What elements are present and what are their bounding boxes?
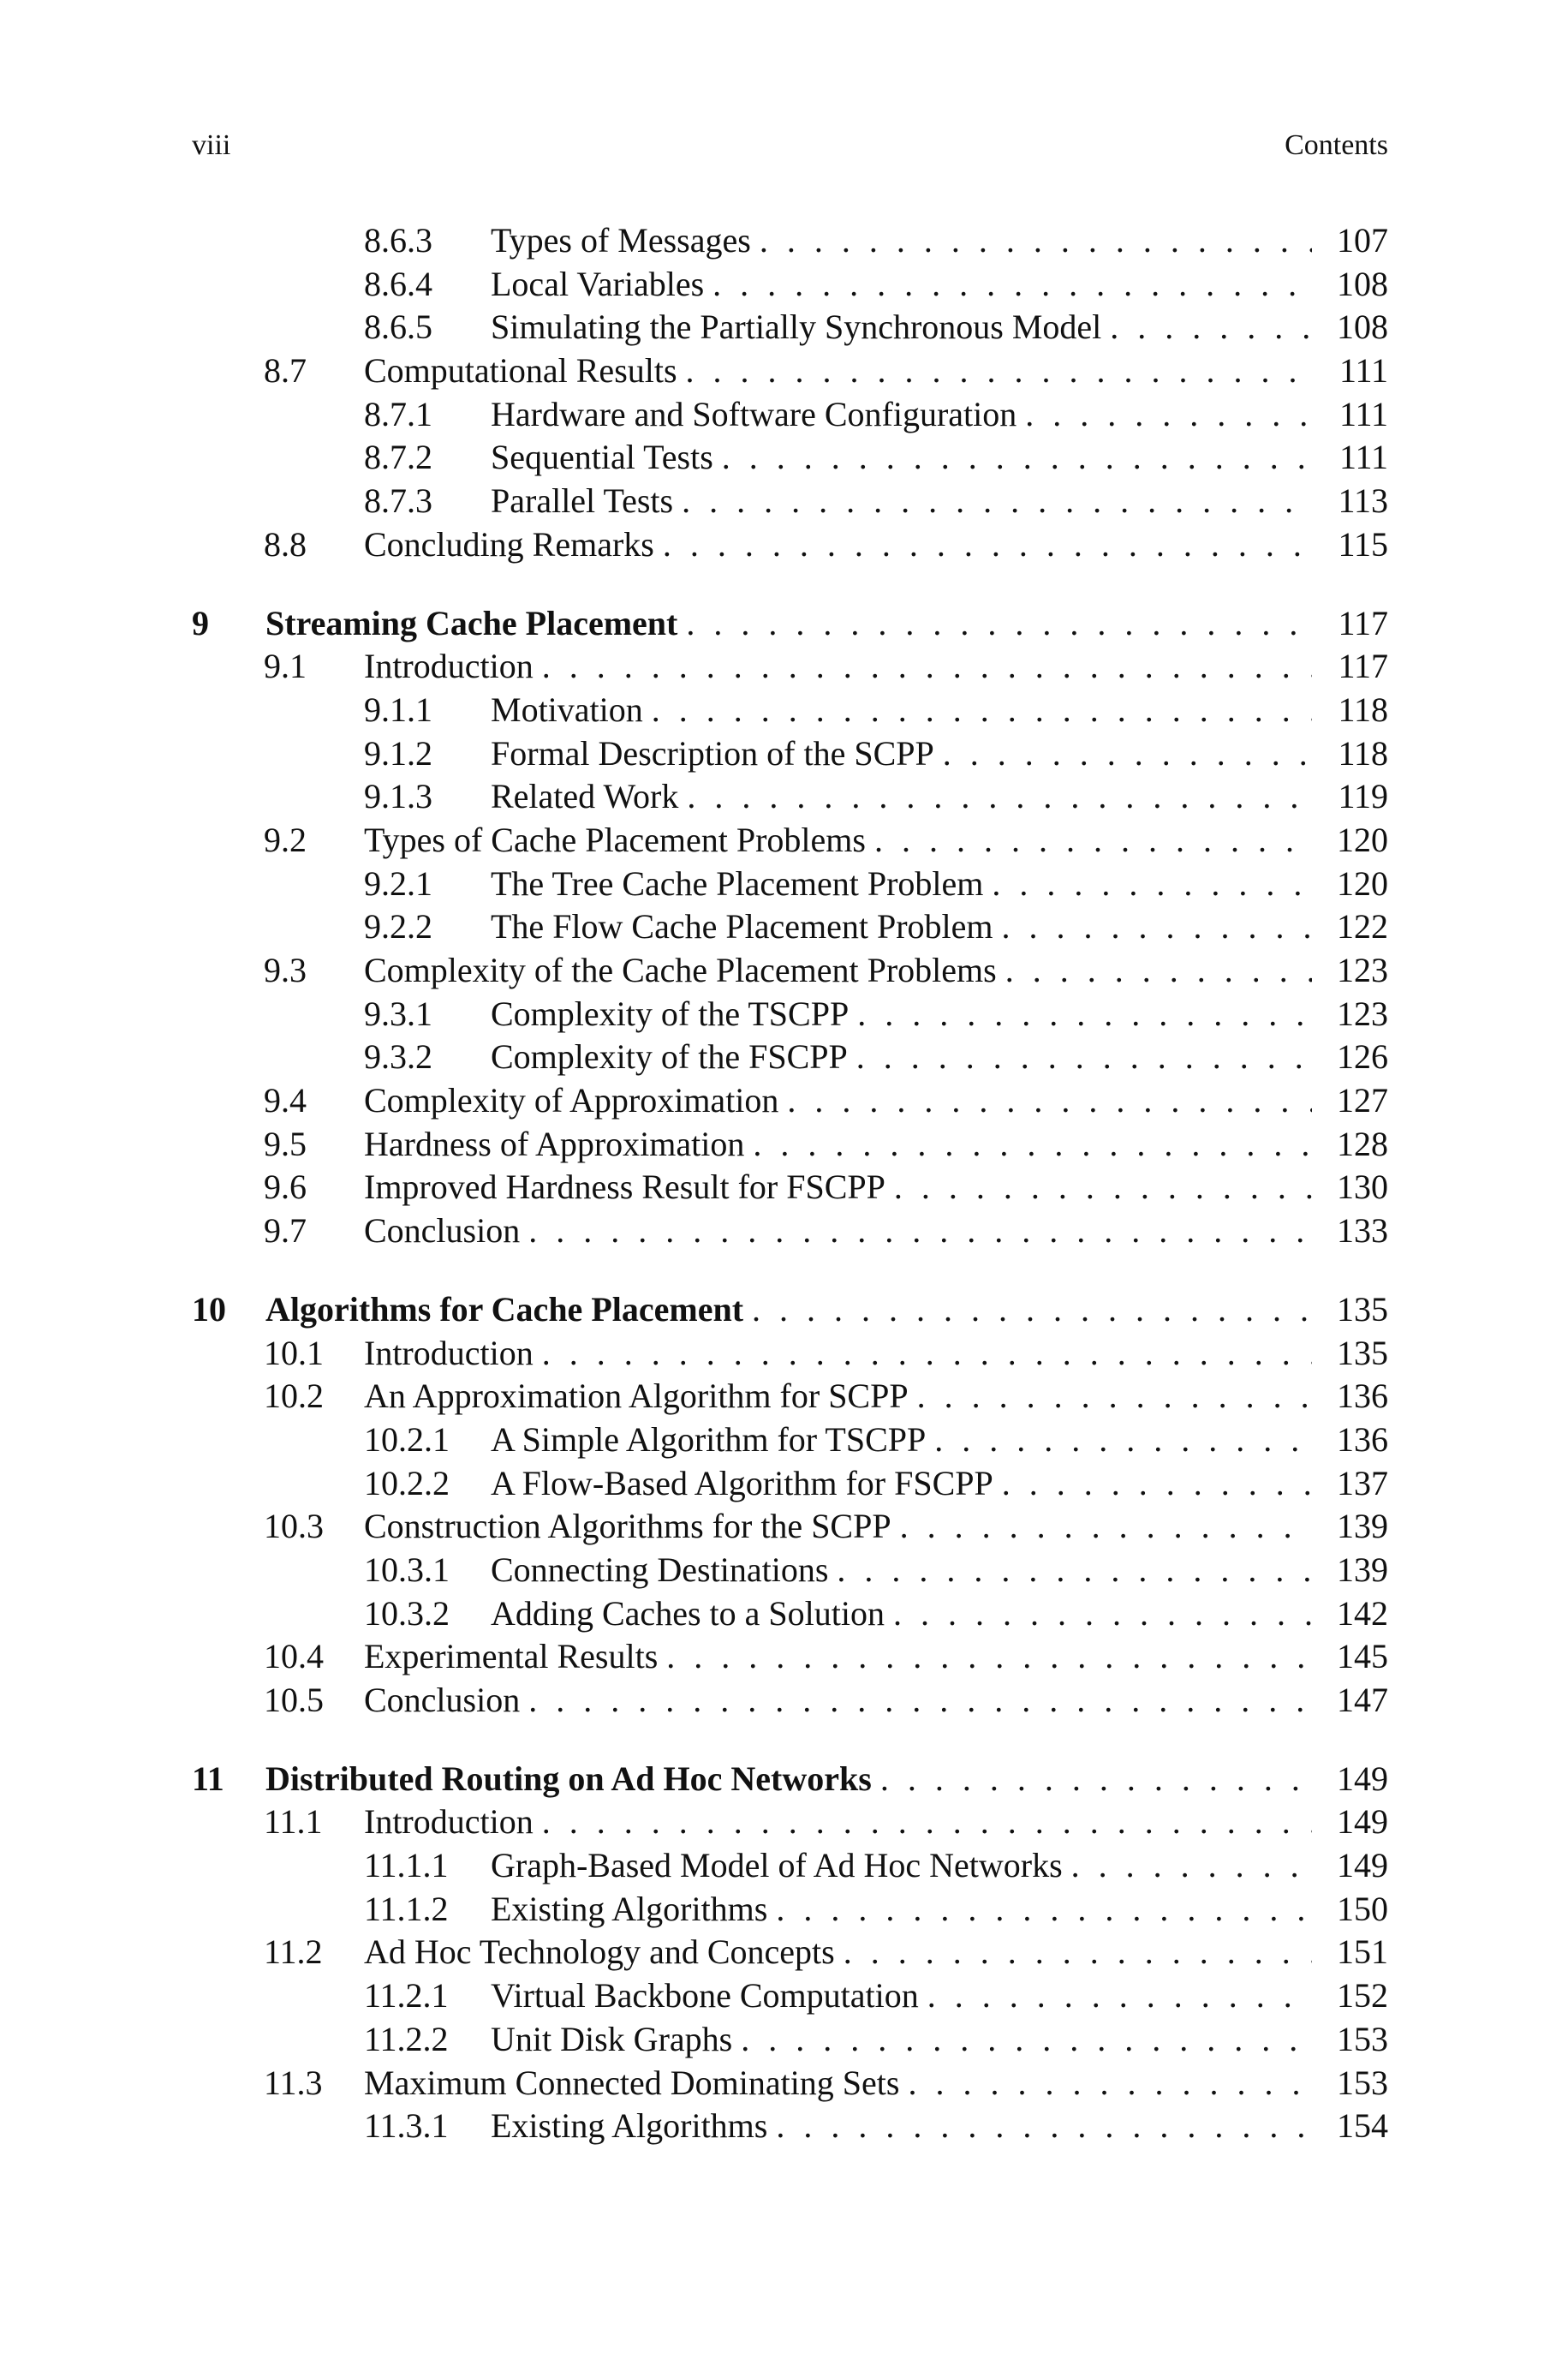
entry-title-leader: [491, 219, 1312, 263]
toc-entry-8-6-3: [0, 219, 1568, 263]
entry-title: Complexity of the Cache Placement Problems: [364, 949, 1005, 993]
entry-title: Complexity of the TSCPP: [491, 993, 857, 1036]
entry-page: 136: [1337, 1377, 1388, 1416]
entry-title-leader: [364, 1123, 1312, 1167]
entry-page: 111: [1338, 394, 1388, 433]
entry-number: 8.6.5: [364, 308, 432, 347]
entry-number: 10.4: [264, 1637, 324, 1676]
entry-number: 8.7.1: [364, 394, 432, 433]
toc-entry-9-1: [0, 645, 1568, 689]
entry-title-leader: [364, 1505, 1312, 1549]
dot-leader: [687, 775, 1312, 819]
dot-leader: [652, 689, 1312, 732]
entry-title-leader: [491, 1974, 1312, 2018]
entry-page: 115: [1338, 524, 1388, 564]
dot-leader: [686, 349, 1312, 393]
entry-title: Complexity of the FSCPP: [491, 1036, 856, 1079]
dot-leader: [934, 1418, 1312, 1462]
entry-page: 139: [1337, 1550, 1388, 1589]
toc-entry-10-2-2: [0, 1462, 1568, 1506]
dot-leader: [542, 1801, 1312, 1844]
entry-number: 10.1: [264, 1333, 324, 1372]
entry-title-leader: [364, 523, 1312, 567]
entry-number: 8.6.4: [364, 264, 432, 303]
toc-entry-10-5: [0, 1679, 1568, 1723]
entry-title-leader: [491, 480, 1312, 523]
entry-number: 9.5: [264, 1124, 307, 1163]
entry-page: 153: [1337, 2019, 1388, 2058]
entry-number: 9.1.3: [364, 777, 432, 816]
dot-leader: [1005, 949, 1312, 993]
entry-title: Complexity of Approximation: [364, 1079, 787, 1123]
entry-page: 123: [1337, 994, 1388, 1033]
dot-leader: [712, 263, 1312, 307]
entry-page: 137: [1337, 1463, 1388, 1502]
entry-title-leader: [491, 2018, 1312, 2062]
entry-number: 11.2: [264, 1932, 323, 1972]
entry-page: 136: [1337, 1419, 1388, 1459]
toc-entry-9-2: [0, 819, 1568, 863]
entry-title: Parallel Tests: [491, 480, 682, 523]
toc-entry-8-7: [0, 349, 1568, 393]
toc-entry-11-1-1: [0, 1844, 1568, 1888]
entry-page: 111: [1338, 438, 1388, 477]
entry-number: 9.3.2: [364, 1037, 432, 1077]
entry-number: 9: [192, 603, 209, 642]
entry-title-leader: [364, 1079, 1312, 1123]
toc-entry-9-6: [0, 1166, 1568, 1209]
entry-page: 152: [1337, 1976, 1388, 2016]
dot-leader: [787, 1079, 1312, 1123]
toc-entry-9-3-2: [0, 1036, 1568, 1079]
entry-title: Concluding Remarks: [364, 523, 663, 567]
entry-page: 111: [1338, 351, 1388, 391]
toc-entry-9-7: [0, 1209, 1568, 1253]
dot-leader: [542, 645, 1312, 689]
entry-title: Existing Algorithms: [491, 1888, 776, 1932]
entry-title-leader: [491, 1549, 1312, 1592]
entry-page: 118: [1338, 690, 1388, 729]
entry-title-leader: [491, 1036, 1312, 1079]
entry-page: 133: [1337, 1211, 1388, 1251]
entry-page: 127: [1337, 1081, 1388, 1120]
entry-page: 108: [1337, 308, 1388, 347]
dot-leader: [1071, 1844, 1312, 1888]
entry-number: 11.2.2: [364, 2019, 449, 2058]
page-number: viii: [192, 129, 231, 161]
toc-entry-8-7-3: [0, 480, 1568, 523]
entry-number: 9.2: [264, 820, 307, 859]
dot-leader: [894, 1166, 1312, 1209]
toc-entry-9-3: [0, 949, 1568, 993]
entry-number: 9.2.2: [364, 907, 432, 947]
entry-title-leader: [491, 1888, 1312, 1932]
toc-entry-9-5: [0, 1123, 1568, 1167]
toc-entry-10-3-2: [0, 1592, 1568, 1636]
entry-title: Streaming Cache Placement: [265, 602, 686, 646]
dot-leader: [542, 1332, 1312, 1376]
entry-page: 151: [1337, 1932, 1388, 1972]
entry-title-leader: [491, 2105, 1312, 2148]
toc-entry-10-3-1: [0, 1549, 1568, 1592]
toc-entry-10-1: [0, 1332, 1568, 1376]
dot-leader: [741, 2018, 1312, 2062]
entry-title-leader: [491, 775, 1312, 819]
entry-title-leader: [364, 645, 1312, 689]
entry-page: 150: [1337, 1889, 1388, 1928]
entry-title-leader: [265, 1288, 1312, 1332]
entry-title: Distributed Routing on Ad Hoc Networks: [265, 1758, 880, 1801]
entry-number: 10.2.1: [364, 1419, 450, 1459]
entry-title-leader: [491, 689, 1312, 732]
entry-number: 9.1.1: [364, 690, 432, 729]
entry-title-leader: [364, 1931, 1312, 1974]
entry-title: Types of Cache Placement Problems: [364, 819, 874, 863]
entry-title: Introduction: [364, 1801, 542, 1844]
entry-title: A Flow-Based Algorithm for FSCPP: [491, 1462, 1002, 1506]
entry-page: 120: [1337, 863, 1388, 903]
toc-entry-9-2-1: [0, 863, 1568, 906]
toc-entry-8-8: [0, 523, 1568, 567]
entry-title: Maximum Connected Dominating Sets: [364, 2062, 909, 2105]
dot-leader: [893, 1592, 1312, 1636]
toc-entry-9-1-1: [0, 689, 1568, 732]
entry-title: Hardware and Software Configuration: [491, 393, 1025, 437]
entry-title-leader: [364, 949, 1312, 993]
toc-entry-11-3: [0, 2062, 1568, 2105]
dot-leader: [1002, 1462, 1312, 1506]
entry-number: 10.2.2: [364, 1463, 450, 1502]
dot-leader: [776, 1888, 1312, 1932]
entry-title: Experimental Results: [364, 1635, 666, 1679]
dot-leader: [722, 436, 1312, 480]
entry-number: 11: [192, 1759, 224, 1798]
dot-leader: [880, 1758, 1312, 1801]
entry-title-leader: [265, 1758, 1312, 1801]
entry-title-leader: [364, 1166, 1312, 1209]
entry-number: 11.2.1: [364, 1976, 449, 2016]
entry-title: Sequential Tests: [491, 436, 722, 480]
dot-leader: [528, 1679, 1312, 1723]
entry-title: Existing Algorithms: [491, 2105, 776, 2148]
toc-entry-9-1-3: [0, 775, 1568, 819]
entry-title: Construction Algorithms for the SCPP: [364, 1505, 900, 1549]
entry-number: 11.3.1: [364, 2106, 449, 2146]
entry-title-leader: [491, 263, 1312, 307]
entry-title: Connecting Destinations: [491, 1549, 837, 1592]
entry-page: 126: [1337, 1037, 1388, 1077]
entry-title-leader: [491, 1592, 1312, 1636]
dot-leader: [917, 1375, 1312, 1418]
dot-leader: [857, 993, 1312, 1036]
dot-leader: [776, 2105, 1312, 2148]
toc-entry-8-6-5: [0, 306, 1568, 349]
entry-page: 149: [1337, 1759, 1388, 1798]
entry-number: 11.1: [264, 1802, 323, 1842]
entry-page: 123: [1337, 951, 1388, 989]
toc-entry-9: [0, 602, 1568, 646]
entry-number: 9.3: [264, 951, 307, 989]
entry-page: 147: [1337, 1681, 1388, 1719]
entry-page: 118: [1338, 733, 1388, 773]
entry-page: 120: [1337, 820, 1388, 859]
entry-title: Types of Messages: [491, 219, 760, 263]
toc-entry-11-2: [0, 1931, 1568, 1974]
toc-entry-9-2-2: [0, 905, 1568, 949]
table-of-contents: [0, 219, 1568, 2148]
dot-leader: [900, 1505, 1312, 1549]
entry-page: 154: [1337, 2106, 1388, 2146]
dot-leader: [856, 1036, 1312, 1079]
entry-page: 135: [1337, 1333, 1388, 1372]
entry-number: 10.5: [264, 1681, 324, 1719]
entry-number: 11.1.2: [364, 1889, 449, 1928]
toc-entry-11-3-1: [0, 2105, 1568, 2148]
entry-title-leader: [364, 349, 1312, 393]
entry-page: 119: [1338, 777, 1388, 816]
entry-title: Algorithms for Cache Placement: [265, 1288, 752, 1332]
entry-title-leader: [491, 436, 1312, 480]
entry-title-leader: [364, 1679, 1312, 1723]
toc-entry-9-3-1: [0, 993, 1568, 1036]
dot-leader: [837, 1549, 1312, 1592]
entry-title-leader: [491, 993, 1312, 1036]
entry-page: 142: [1337, 1593, 1388, 1633]
entry-number: 9.1.2: [364, 733, 432, 773]
entry-page: 145: [1337, 1637, 1388, 1676]
toc-entry-11-2-1: [0, 1974, 1568, 2018]
dot-leader: [909, 2062, 1313, 2105]
entry-number: 9.2.1: [364, 863, 432, 903]
dot-leader: [874, 819, 1312, 863]
dot-leader: [752, 1288, 1312, 1332]
entry-title: Formal Description of the SCPP: [491, 732, 943, 776]
entry-number: 8.7.3: [364, 481, 432, 521]
entry-title: Related Work: [491, 775, 687, 819]
entry-number: 8.8: [264, 524, 307, 564]
entry-title: Computational Results: [364, 349, 686, 393]
entry-title: Motivation: [491, 689, 652, 732]
toc-entry-10: [0, 1288, 1568, 1332]
entry-title: Graph-Based Model of Ad Hoc Networks: [491, 1844, 1071, 1888]
entry-title-leader: [491, 732, 1312, 776]
entry-title-leader: [491, 905, 1312, 949]
toc-entry-11-1: [0, 1801, 1568, 1844]
entry-title-leader: [491, 393, 1312, 437]
dot-leader: [686, 602, 1312, 646]
entry-title: Local Variables: [491, 263, 712, 307]
entry-title-leader: [491, 1418, 1312, 1462]
entry-number: 11.1.1: [364, 1846, 449, 1885]
toc-entry-8-7-1: [0, 393, 1568, 437]
dot-leader: [943, 732, 1312, 776]
entry-page: 128: [1337, 1124, 1388, 1163]
entry-title-leader: [364, 819, 1312, 863]
dot-leader: [844, 1931, 1312, 1974]
entry-number: 8.7.2: [364, 438, 432, 477]
dot-leader: [682, 480, 1312, 523]
entry-title-leader: [491, 306, 1312, 349]
entry-page: 107: [1337, 221, 1388, 260]
entry-title-leader: [364, 1635, 1312, 1679]
entry-title: Hardness of Approximation: [364, 1123, 753, 1167]
dot-leader: [992, 863, 1312, 906]
entry-title: Conclusion: [364, 1209, 528, 1253]
entry-title: Introduction: [364, 645, 542, 689]
toc-entry-10-3: [0, 1505, 1568, 1549]
toc-entry-11: [0, 1758, 1568, 1801]
toc-entry-10-4: [0, 1635, 1568, 1679]
entry-page: 149: [1337, 1846, 1388, 1885]
entry-title: Adding Caches to a Solution: [491, 1592, 893, 1636]
entry-number: 9.1: [264, 647, 307, 686]
entry-number: 10.2: [264, 1377, 324, 1416]
dot-leader: [927, 1974, 1312, 2018]
toc-entry-8-6-4: [0, 263, 1568, 307]
entry-title: The Tree Cache Placement Problem: [491, 863, 992, 906]
entry-title: Ad Hoc Technology and Concepts: [364, 1931, 844, 1974]
entry-number: 10: [192, 1289, 226, 1329]
dot-leader: [528, 1209, 1312, 1253]
toc-entry-9-4: [0, 1079, 1568, 1123]
entry-title: Improved Hardness Result for FSCPP: [364, 1166, 894, 1209]
entry-title-leader: [491, 1462, 1312, 1506]
entry-title-leader: [265, 602, 1312, 646]
dot-leader: [666, 1635, 1312, 1679]
entry-page: 113: [1338, 481, 1388, 521]
dot-leader: [753, 1123, 1312, 1167]
entry-number: 9.3.1: [364, 994, 432, 1033]
entry-page: 153: [1337, 2063, 1388, 2102]
entry-page: 117: [1338, 603, 1388, 642]
entry-title-leader: [364, 1209, 1312, 1253]
entry-title: The Flow Cache Placement Problem: [491, 905, 1002, 949]
toc-entry-11-2-2: [0, 2018, 1568, 2062]
entry-page: 130: [1337, 1168, 1388, 1207]
dot-leader: [760, 219, 1312, 263]
entry-number: 8.7: [264, 351, 307, 391]
entry-title: Conclusion: [364, 1679, 528, 1723]
toc-entry-8-7-2: [0, 436, 1568, 480]
entry-number: 9.6: [264, 1168, 307, 1207]
toc-entry-10-2: [0, 1375, 1568, 1418]
entry-title: An Approximation Algorithm for SCPP: [364, 1375, 917, 1418]
entry-number: 11.3: [264, 2063, 323, 2102]
entry-number: 9.7: [264, 1211, 307, 1251]
dot-leader: [1110, 306, 1312, 349]
entry-title-leader: [491, 863, 1312, 906]
toc-entry-9-1-2: [0, 732, 1568, 776]
entry-number: 9.4: [264, 1081, 307, 1120]
entry-title-leader: [364, 1801, 1312, 1844]
entry-title: Introduction: [364, 1332, 542, 1376]
toc-entry-11-1-2: [0, 1888, 1568, 1932]
entry-title-leader: [364, 1375, 1312, 1418]
running-title: Contents: [1285, 129, 1388, 161]
entry-number: 8.6.3: [364, 221, 432, 260]
dot-leader: [663, 523, 1312, 567]
entry-page: 108: [1337, 264, 1388, 303]
entry-title-leader: [364, 1332, 1312, 1376]
entry-title: Unit Disk Graphs: [491, 2018, 741, 2062]
entry-number: 10.3.2: [364, 1593, 450, 1633]
entry-title: Virtual Backbone Computation: [491, 1974, 927, 2018]
entry-page: 122: [1337, 907, 1388, 947]
entry-page: 149: [1337, 1802, 1388, 1842]
entry-title: Simulating the Partially Synchronous Model: [491, 306, 1110, 349]
entry-title-leader: [364, 2062, 1312, 2105]
entry-title-leader: [491, 1844, 1312, 1888]
toc-entry-10-2-1: [0, 1418, 1568, 1462]
entry-page: 135: [1337, 1289, 1388, 1329]
entry-page: 117: [1338, 647, 1388, 686]
entry-number: 10.3: [264, 1507, 324, 1546]
entry-title: A Simple Algorithm for TSCPP: [491, 1418, 934, 1462]
dot-leader: [1002, 905, 1312, 949]
entry-number: 10.3.1: [364, 1550, 450, 1589]
dot-leader: [1025, 393, 1312, 437]
entry-page: 139: [1337, 1507, 1388, 1546]
